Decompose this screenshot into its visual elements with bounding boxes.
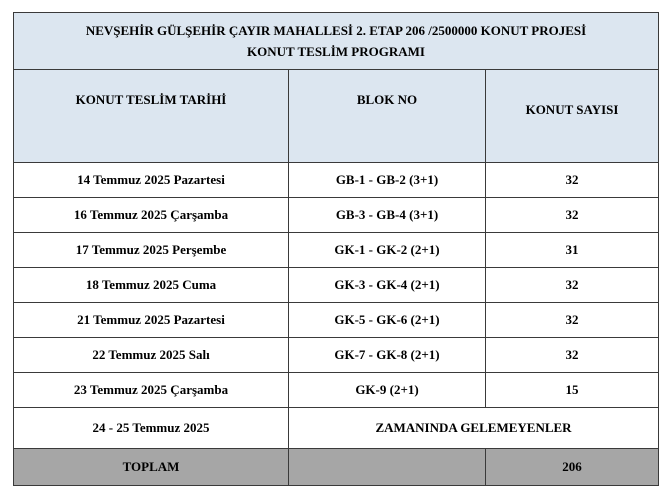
table-row [14,268,659,303]
delivery-date-cell: 17 Temmuz 2025 Perşembe [14,233,289,268]
late-date-cell: 24 - 25 Temmuz 2025 [14,408,289,449]
count-cell: 31 [486,233,659,268]
total-empty-cell [289,449,486,486]
table-row [14,233,659,268]
delivery-date-cell: 14 Temmuz 2025 Pazartesi [14,163,289,198]
late-arrivals-row [14,408,659,449]
table-row [14,303,659,338]
blok-cell: GB-1 - GB-2 (3+1) [289,163,486,198]
total-row [14,449,659,486]
blok-cell: GK-1 - GK-2 (2+1) [289,233,486,268]
document-title [14,13,659,70]
blok-cell: GK-5 - GK-6 (2+1) [289,303,486,338]
table-row [14,373,659,408]
late-note-cell: ZAMANINDA GELEMEYENLER [289,408,659,449]
blok-cell: GK-3 - GK-4 (2+1) [289,268,486,303]
count-cell: 15 [486,373,659,408]
title-line-1: NEVŞEHİR GÜLŞEHİR ÇAYIR MAHALLESİ 2. ETAP 206 /2500000 KONUT PROJESİ [85,23,587,38]
title-line-2: KONUT TESLİM PROGRAMI [247,44,425,59]
blok-cell: GK-9 (2+1) [289,373,486,408]
table-row [14,338,659,373]
table-row [14,198,659,233]
column-header-date: KONUT TESLİM TARİHİ [14,70,289,163]
delivery-date-cell: 18 Temmuz 2025 Cuma [14,268,289,303]
delivery-date-cell: 16 Temmuz 2025 Çarşamba [14,198,289,233]
count-cell: 32 [486,198,659,233]
column-header-blok: BLOK NO [289,70,486,163]
table-row [14,163,659,198]
blok-cell: GK-7 - GK-8 (2+1) [289,338,486,373]
total-label: TOPLAM [14,449,289,486]
count-cell: 32 [486,163,659,198]
column-header-count: KONUT SAYISI [486,70,659,163]
blok-cell: GB-3 - GB-4 (3+1) [289,198,486,233]
delivery-date-cell: 21 Temmuz 2025 Pazartesi [14,303,289,338]
count-cell: 32 [486,268,659,303]
total-value: 206 [486,449,659,486]
count-cell: 32 [486,338,659,373]
delivery-date-cell: 23 Temmuz 2025 Çarşamba [14,373,289,408]
delivery-schedule-table [13,12,659,486]
count-cell: 32 [486,303,659,338]
delivery-date-cell: 22 Temmuz 2025 Salı [14,338,289,373]
